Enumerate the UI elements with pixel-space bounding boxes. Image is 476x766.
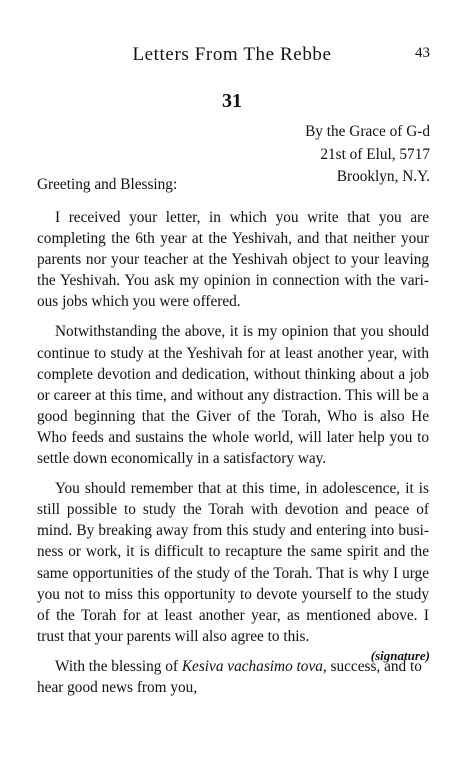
paragraph-3: You should remember that at this time, in adolescence, it is still possible to study the Torah with devotion and peace of mind. By breaking away from this study and entering into business or work, it is difficult to recapture the same spirit and the same opportunities of the study of the Torah. That is why I urge you not to miss this opportunity to devote yourself to the study of the Torah for at least another year, as mentioned above. I trust that your parents will also agree to this. <box>37 480 429 645</box>
closing-blessing-term: Kesiva vachasimo tova <box>181 657 323 675</box>
letter-number: 31 <box>222 90 242 112</box>
paragraph-1: I received your letter, in which you write that you are completing the 6th year at the Yeshivah, and that neither your parents nor your teacher at the Yeshivah object to your leaving the Yeshivah. You ask my opinion in connection with the various jobs which you were offered. <box>37 209 429 311</box>
running-title: Letters From The Rebbe <box>132 44 332 65</box>
page-number: 43 <box>415 45 430 61</box>
heading-line-place: Brooklyn, N.Y. <box>336 168 430 185</box>
heading-line-date: 21st of Elul, 5717 <box>320 145 430 163</box>
running-head <box>36 44 428 68</box>
closing-text-end: , success, and to hear good news from you, <box>37 657 422 696</box>
letter-heading <box>305 121 430 189</box>
paragraph-2: Notwithstanding the above, it is my opinion that you should continue to study at the Yeshivah for at least another year, with complete devotion and dedication, without thinking about a job or career at this time, and without any distraction. This will be a good beginning that the Giver of the Torah, Who is also He Who feeds and sustains the whole world, will later help you to settle down economically in a satisfactory way. <box>37 323 429 468</box>
book-page <box>36 0 428 766</box>
heading-line-invocation: By the Grace of G-d <box>305 123 430 140</box>
signature: (signature) <box>370 648 430 663</box>
closing-text-start: With the blessing of <box>55 657 182 675</box>
greeting: Greeting and Blessing: <box>37 176 178 193</box>
letter-body <box>37 207 429 698</box>
